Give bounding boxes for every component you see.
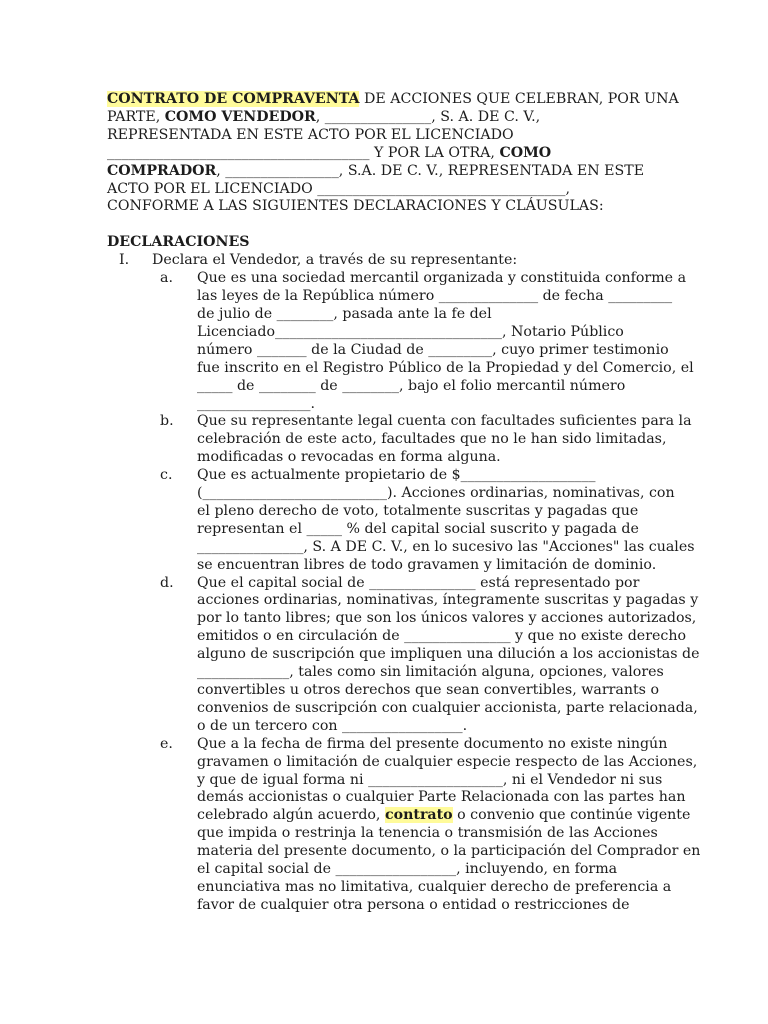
- list-item: [107, 467, 695, 574]
- item-marker: a.: [160, 270, 173, 287]
- item-text: Que es una sociedad mercantil organizada y constituida conforme a las leyes de la República número ______________ de fecha _________ de julio de ________, pasada ante la fe del Licenciado________________________________, Notario Público número _______ de la Ciudad de _________, cuyo primer testimonio fue inscrito en el Registro Público de la Propiedad y del Comercio, el _____ de ________ de ________, bajo el folio mercantil número ________________.: [197, 270, 694, 412]
- item-marker: e.: [160, 735, 173, 752]
- item-text: Que es actualmente propietario de $___________________ (__________________________). Acciones ordinarias, nominativas, con el pleno derecho de voto, totalmente suscritas y pagadas que representan el _____ % del capital social suscrito y pagada de _______________, S. A DE C. V., en lo sucesivo las "Acciones" las cuales se encuentran libres de todo gravamen y limitación de dominio.: [197, 467, 695, 573]
- intro-line-2c: , _______________, S. A. DE C. V.,: [315, 108, 541, 125]
- section-i-marker: I.: [119, 252, 130, 269]
- item-text-part2: o convenio que continúe vigente que impida o restrinja la tenencia o transmisión de las Acciones materia del presente documento, o la participación del Comprador en el capital social de _________________, incluyendo, en forma enunciativa mas no limitativa, cualquier derecho de preferencia a favor de cualquier otra persona o entidad o restricciones de: [197, 807, 701, 913]
- contrato-highlight: contrato: [384, 807, 453, 824]
- list-item: [107, 574, 700, 736]
- contract-title-highlight: CONTRATO DE COMPRAVENTA: [107, 91, 360, 107]
- item-marker: b.: [160, 413, 174, 430]
- intro-line-7: CONFORME A LAS SIGUIENTES DECLARACIONES Y CLÁUSULAS:: [107, 198, 604, 215]
- contract-title-paragraph: [107, 91, 679, 216]
- item-text: Que su representante legal cuenta con facultades suficientes para la celebración de este acto, facultades que no le han sido limitadas, modificadas o revocadas en forma alguna.: [197, 413, 692, 466]
- intro-line-4a: _____________________________________ Y POR LA OTRA,: [107, 144, 500, 161]
- list-item: [107, 270, 694, 413]
- list-item: [107, 413, 692, 467]
- buyer-label-part1: COMO: [499, 144, 552, 161]
- document-page: [107, 91, 701, 915]
- item-text: Que el capital social de _______________ está representado por acciones ordinarias, nominativas, íntegramente suscritas y pagadas y por lo tanto libres; que son los únicos valores y acciones autorizados, emitidos o en circulación de _______________ y que no existe derecho alguno de suscripción que impliquen una dilución a los accionistas de _____________, tales como sin limitación alguna, opciones, valores convertibles u otros derechos que sean convertibles, warrants o convenios de suscripción con cualquier accionista, parte relacionada, o de un tercero con _________________.: [197, 574, 700, 734]
- section-i-text: Declara el Vendedor, a través de su representante:: [152, 252, 518, 269]
- list-item: [107, 735, 701, 915]
- intro-line-2a: PARTE,: [107, 108, 165, 125]
- seller-label: COMO VENDEDOR: [164, 108, 316, 125]
- item-marker: d.: [160, 574, 174, 591]
- buyer-label-part2: COMPRADOR: [107, 162, 217, 179]
- intro-line-5b: , ________________, S.A. DE C. V., REPRESENTADA EN ESTE: [216, 162, 645, 179]
- intro-line-6: ACTO POR EL LICENCIADO ___________________________________,: [107, 180, 571, 197]
- item-marker: c.: [160, 467, 173, 484]
- section-i: [107, 252, 663, 270]
- intro-line-1: DE ACCIONES QUE CELEBRAN, POR UNA: [359, 91, 679, 107]
- item-text-part1: Que a la fecha de firma del presente documento no existe ningún gravamen o limitación de cualquier especie respecto de las Acciones, y que de igual forma ni ___________________, ni el Vendedor ni sus demás accionistas o cualquier Parte Relacionada con las partes han celebrado algún acuerdo,: [197, 735, 698, 824]
- declarations-list: [107, 270, 701, 915]
- declarations-heading: DECLARACIONES: [107, 234, 250, 251]
- intro-line-3: REPRESENTADA EN ESTE ACTO POR EL LICENCIADO: [107, 126, 514, 143]
